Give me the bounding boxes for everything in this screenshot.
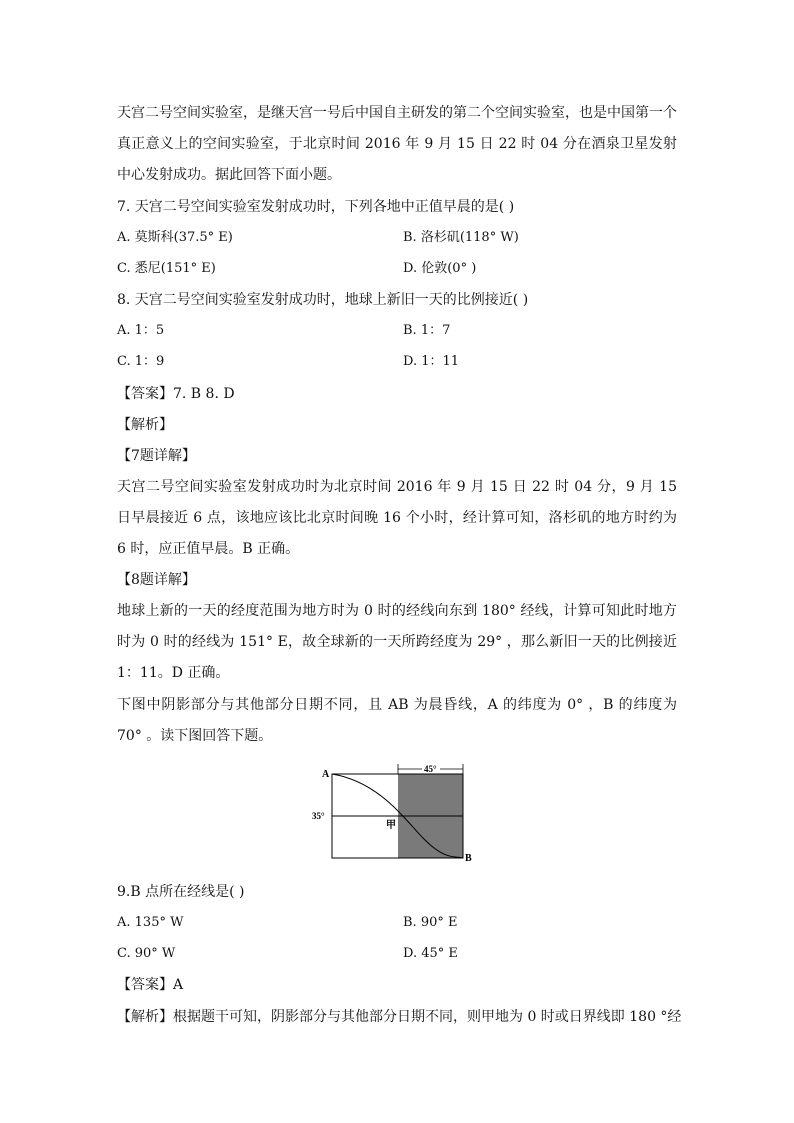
q7-detail-text: 天宫二号空间实验室发射成功时为北京时间 2016 年 9 月 15 日 22 时 04 分，9 月 15 日早晨接近 6 点，该地应该比北京时间晚 16 个小时，经计算可知，洛杉矶的地方时约为 6 时，应正值早晨。B 正确。 xyxy=(117,479,677,557)
question-9-stem: 9.B 点所在经线是( ) xyxy=(117,884,245,900)
label-45: 45° xyxy=(424,764,437,774)
q9-option-d: D. 45° E xyxy=(403,946,458,961)
q7-option-a: A. 莫斯科(37.5° E) xyxy=(117,230,233,245)
question-8-stem: 8. 天宫二号空间实验室发射成功时，地球上新旧一天的比例接近( ) xyxy=(117,292,529,308)
q8-option-c: C. 1：9 xyxy=(117,354,165,369)
answer-9: 【答案】A xyxy=(117,977,184,993)
q7-option-b: B. 洛杉矶(118° W) xyxy=(403,230,519,245)
intro-paragraph-1: 天宫二号空间实验室，是继天宫一号后中国自主研发的第二个空间实验室，也是中国第一个真正意义上的空间实验室，于北京时间 2016 年 9 月 15 日 22 时 04 分在酒泉卫星发射中心发射成功。据此回答下面小题。 xyxy=(117,105,677,183)
q8-detail-label: 【8题详解】 xyxy=(117,572,196,588)
label-b: B xyxy=(465,853,472,864)
q7-option-c: C. 悉尼(151° E) xyxy=(117,261,216,276)
terminator-diagram xyxy=(310,760,480,870)
q9-option-c: C. 90° W xyxy=(117,946,176,961)
answer-7-8: 【答案】7. B 8. D xyxy=(117,386,235,402)
label-35: 35° xyxy=(312,811,325,821)
analysis-9-label: 【解析】 xyxy=(117,1009,173,1025)
q8-option-b: B. 1：7 xyxy=(403,323,451,338)
q9-option-a: A. 135° W xyxy=(117,915,184,930)
label-a: A xyxy=(322,769,330,780)
label-jia: 甲 xyxy=(386,820,396,831)
intro-paragraph-2: 下图中阴影部分与其他部分日期不同，且 AB 为晨昏线，A 的纬度为 0° ，B 的纬度为 70° 。读下图回答下题。 xyxy=(117,697,677,744)
question-7-stem: 7. 天宫二号空间实验室发射成功时，下列各地中正值早晨的是( ) xyxy=(117,199,515,215)
analysis-label: 【解析】 xyxy=(117,417,173,433)
q7-option-d: D. 伦敦(0° ) xyxy=(403,261,477,276)
q9-option-b: B. 90° E xyxy=(403,915,458,930)
q7-detail-label: 【7题详解】 xyxy=(117,448,196,464)
q8-detail-text: 地球上新的一天的经度范围为地方时为 0 时的经线向东到 180° 经线，计算可知此时地方时为 0 时的经线为 151° E，故全球新的一天所跨经度为 29° ，那么新旧一天的比例接近 1：11。D 正确。 xyxy=(117,603,677,681)
q8-option-d: D. 1：11 xyxy=(403,354,460,369)
q8-option-a: A. 1：5 xyxy=(117,323,165,338)
analysis-9 xyxy=(117,1007,681,1027)
analysis-9-text: 根据题干可知，阴影部分与其他部分日期不同，则甲地为 0 时或日界线即 180 °经 xyxy=(173,1009,682,1025)
